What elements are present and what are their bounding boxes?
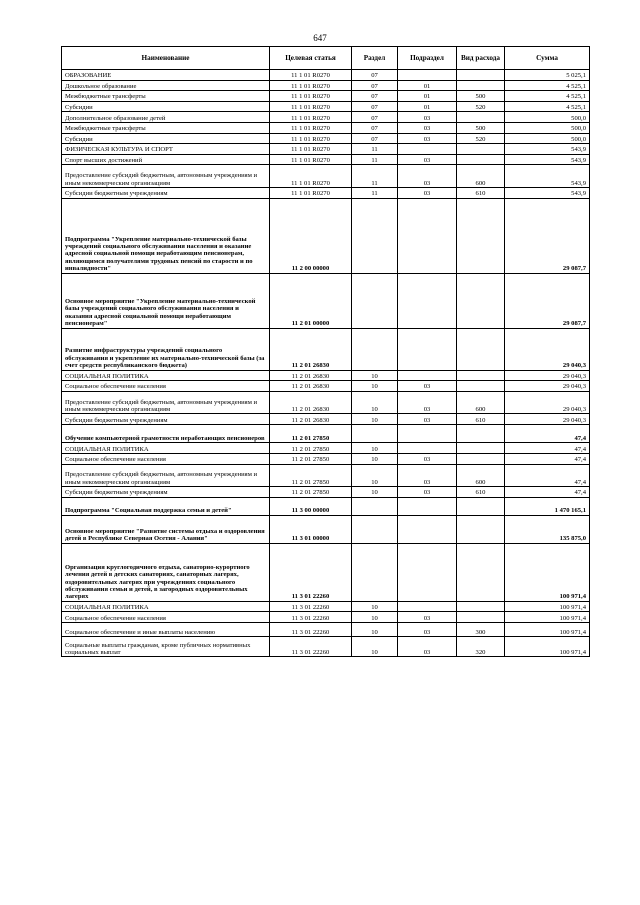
cell-amount: 135 875,0 <box>505 515 590 543</box>
cell-expense-type <box>457 154 505 165</box>
cell-amount: 29 040,3 <box>505 391 590 414</box>
cell-name: СОЦИАЛЬНАЯ ПОЛИТИКА <box>62 601 270 612</box>
cell-target: 11 1 01 R0270 <box>270 91 352 102</box>
header-name: Наименование <box>62 47 270 70</box>
table-row <box>62 637 590 657</box>
cell-expense-type: 500 <box>457 122 505 133</box>
cell-section <box>352 273 398 328</box>
cell-amount: 29 040,3 <box>505 370 590 381</box>
cell-amount: 29 087,7 <box>505 273 590 328</box>
cell-name: СОЦИАЛЬНАЯ ПОЛИТИКА <box>62 443 270 454</box>
cell-subsection: 01 <box>398 91 457 102</box>
table-row <box>62 187 590 198</box>
cell-section: 07 <box>352 122 398 133</box>
cell-target: 11 1 01 R0270 <box>270 133 352 144</box>
cell-amount: 500,0 <box>505 112 590 123</box>
cell-amount: 4 525,1 <box>505 91 590 102</box>
cell-section: 10 <box>352 381 398 392</box>
cell-section: 10 <box>352 612 398 623</box>
cell-target: 11 2 01 26830 <box>270 381 352 392</box>
table-row <box>62 70 590 81</box>
header-amount: Сумма <box>505 47 590 70</box>
cell-name: Межбюджетные трансферты <box>62 91 270 102</box>
table-header-row <box>62 47 590 70</box>
cell-expense-type: 300 <box>457 622 505 637</box>
cell-target: 11 1 01 R0270 <box>270 154 352 165</box>
header-section: Раздел <box>352 47 398 70</box>
cell-name: Дошкольное образование <box>62 80 270 91</box>
cell-target: 11 2 01 26830 <box>270 370 352 381</box>
cell-expense-type: 610 <box>457 487 505 498</box>
cell-subsection: 03 <box>398 122 457 133</box>
cell-amount: 29 087,7 <box>505 198 590 273</box>
cell-section <box>352 515 398 543</box>
cell-target: 11 2 01 27850 <box>270 443 352 454</box>
table-row <box>62 381 590 392</box>
table-row <box>62 543 590 601</box>
cell-expense-type <box>457 328 505 370</box>
cell-subsection <box>398 70 457 81</box>
cell-name: Субсидии бюджетным учреждениям <box>62 487 270 498</box>
cell-target: 11 2 01 27850 <box>270 454 352 465</box>
cell-name: Спорт высших достижений <box>62 154 270 165</box>
cell-amount: 500,0 <box>505 133 590 144</box>
cell-section <box>352 424 398 443</box>
cell-subsection: 03 <box>398 381 457 392</box>
cell-section: 11 <box>352 144 398 155</box>
header-expense-type: Вид расхода <box>457 47 505 70</box>
cell-target: 11 1 01 R0270 <box>270 144 352 155</box>
cell-amount: 543,9 <box>505 154 590 165</box>
cell-subsection <box>398 370 457 381</box>
cell-expense-type: 600 <box>457 391 505 414</box>
cell-name: Предоставление субсидий бюджетным, автономным учреждениям и иным некоммерческим организациям <box>62 391 270 414</box>
cell-subsection: 03 <box>398 454 457 465</box>
cell-expense-type: 610 <box>457 187 505 198</box>
cell-subsection: 03 <box>398 464 457 487</box>
table-row <box>62 165 590 188</box>
cell-expense-type <box>457 424 505 443</box>
budget-table <box>61 46 590 657</box>
cell-amount: 500,0 <box>505 122 590 133</box>
cell-expense-type <box>457 80 505 91</box>
table-row <box>62 101 590 112</box>
cell-section: 07 <box>352 91 398 102</box>
table-row <box>62 414 590 425</box>
cell-section <box>352 328 398 370</box>
cell-target: 11 1 01 R0270 <box>270 70 352 81</box>
table-row <box>62 122 590 133</box>
cell-subsection: 03 <box>398 391 457 414</box>
cell-subsection: 03 <box>398 622 457 637</box>
cell-subsection: 03 <box>398 637 457 657</box>
cell-section: 07 <box>352 112 398 123</box>
cell-expense-type <box>457 198 505 273</box>
cell-target: 11 3 00 00000 <box>270 497 352 515</box>
cell-name: Предоставление субсидий бюджетным, автономным учреждениям и иным некоммерческим организациям <box>62 464 270 487</box>
cell-expense-type: 500 <box>457 91 505 102</box>
table-row <box>62 487 590 498</box>
cell-expense-type: 610 <box>457 414 505 425</box>
table-row <box>62 424 590 443</box>
cell-amount: 47,4 <box>505 424 590 443</box>
cell-subsection: 03 <box>398 165 457 188</box>
cell-expense-type <box>457 112 505 123</box>
cell-subsection <box>398 497 457 515</box>
cell-amount: 47,4 <box>505 464 590 487</box>
cell-amount: 100 971,4 <box>505 637 590 657</box>
table-row <box>62 91 590 102</box>
table-row <box>62 144 590 155</box>
cell-section <box>352 198 398 273</box>
cell-subsection <box>398 443 457 454</box>
cell-target: 11 3 01 22260 <box>270 622 352 637</box>
cell-section: 07 <box>352 70 398 81</box>
table-row <box>62 612 590 623</box>
cell-target: 11 3 01 22260 <box>270 601 352 612</box>
cell-amount: 100 971,4 <box>505 612 590 623</box>
cell-target: 11 2 01 26830 <box>270 391 352 414</box>
cell-name: Обучение компьютерной грамотности неработающих пенсионеров <box>62 424 270 443</box>
cell-section: 11 <box>352 154 398 165</box>
cell-target: 11 2 01 27850 <box>270 424 352 443</box>
table-row <box>62 454 590 465</box>
cell-amount: 47,4 <box>505 487 590 498</box>
cell-amount: 100 971,4 <box>505 543 590 601</box>
cell-name: Субсидии <box>62 101 270 112</box>
cell-subsection: 03 <box>398 612 457 623</box>
cell-name: ОБРАЗОВАНИЕ <box>62 70 270 81</box>
cell-amount: 47,4 <box>505 454 590 465</box>
cell-amount: 4 525,1 <box>505 101 590 112</box>
cell-target: 11 2 01 27850 <box>270 487 352 498</box>
cell-name: Социальное обеспечение населения <box>62 381 270 392</box>
cell-section: 10 <box>352 391 398 414</box>
cell-target: 11 1 01 R0270 <box>270 101 352 112</box>
cell-name: Развитие инфраструктуры учреждений социального обслуживания и укрепление их материально-технической базы (за счет средств республиканского бюджета) <box>62 328 270 370</box>
cell-name: Субсидии <box>62 133 270 144</box>
cell-expense-type <box>457 601 505 612</box>
cell-target: 11 1 01 R0270 <box>270 165 352 188</box>
cell-subsection: 01 <box>398 80 457 91</box>
cell-subsection <box>398 601 457 612</box>
table-row <box>62 443 590 454</box>
cell-name: Подпрограмма "Укрепление материально-технической базы учреждений социального обслуживания населения и оказание адресной социальной помощи неработающим пенсионерам, являющимся получателями трудовых пенсий по старости и по инвалидности" <box>62 198 270 273</box>
table-row <box>62 515 590 543</box>
cell-name: Организация круглогодичного отдыха, санаторно-курортного лечения детей в детских санаториях, санаторных лагерях, оздоровительных лагерях при учреждениях социального обслуживания семьи и детей, в загородных оздоровительных лагерях <box>62 543 270 601</box>
cell-amount: 543,9 <box>505 165 590 188</box>
cell-name: Субсидии бюджетным учреждениям <box>62 187 270 198</box>
cell-section: 07 <box>352 101 398 112</box>
table-body <box>62 70 590 657</box>
cell-subsection <box>398 273 457 328</box>
table-row <box>62 391 590 414</box>
cell-subsection: 03 <box>398 133 457 144</box>
cell-subsection <box>398 515 457 543</box>
cell-name: Основное мероприятие "Развитие системы отдыха и оздоровления детей в Республике Северная Осетия - Алания" <box>62 515 270 543</box>
cell-name: Межбюджетные трансферты <box>62 122 270 133</box>
cell-expense-type: 600 <box>457 464 505 487</box>
cell-subsection: 03 <box>398 112 457 123</box>
cell-target: 11 3 01 22260 <box>270 543 352 601</box>
cell-target: 11 3 01 22260 <box>270 637 352 657</box>
cell-expense-type <box>457 370 505 381</box>
page-number: 647 <box>313 33 327 43</box>
table-row <box>62 273 590 328</box>
cell-target: 11 3 01 00000 <box>270 515 352 543</box>
cell-target: 11 2 00 00000 <box>270 198 352 273</box>
cell-name: Дополнительное образование детей <box>62 112 270 123</box>
cell-subsection: 03 <box>398 414 457 425</box>
cell-name: СОЦИАЛЬНАЯ ПОЛИТИКА <box>62 370 270 381</box>
cell-expense-type: 520 <box>457 133 505 144</box>
cell-amount: 29 040,3 <box>505 414 590 425</box>
cell-amount: 5 025,1 <box>505 70 590 81</box>
cell-section: 10 <box>352 370 398 381</box>
cell-section: 07 <box>352 80 398 91</box>
cell-expense-type <box>457 543 505 601</box>
cell-expense-type <box>457 612 505 623</box>
table-row <box>62 80 590 91</box>
cell-amount: 100 971,4 <box>505 622 590 637</box>
cell-target: 11 1 01 R0270 <box>270 122 352 133</box>
cell-expense-type <box>457 273 505 328</box>
cell-target: 11 1 01 R0270 <box>270 80 352 91</box>
cell-amount: 4 525,1 <box>505 80 590 91</box>
cell-expense-type: 600 <box>457 165 505 188</box>
cell-name: Субсидии бюджетным учреждениям <box>62 414 270 425</box>
cell-name: Социальное обеспечение населения <box>62 454 270 465</box>
cell-section: 10 <box>352 443 398 454</box>
cell-subsection: 03 <box>398 487 457 498</box>
cell-amount: 29 040,3 <box>505 328 590 370</box>
cell-expense-type <box>457 443 505 454</box>
table-row <box>62 497 590 515</box>
cell-subsection <box>398 543 457 601</box>
header-subsection: Подраздел <box>398 47 457 70</box>
cell-section: 10 <box>352 601 398 612</box>
cell-name: Основное мероприятие "Укрепление материально-технической базы учреждений социального обслуживания населения и оказания адресной социальной помощи неработающим пенсионерам" <box>62 273 270 328</box>
cell-name: Социальное обеспечение и иные выплаты населению <box>62 622 270 637</box>
cell-expense-type <box>457 454 505 465</box>
cell-expense-type: 320 <box>457 637 505 657</box>
cell-section <box>352 543 398 601</box>
table-row <box>62 133 590 144</box>
cell-section: 10 <box>352 454 398 465</box>
cell-subsection: 03 <box>398 187 457 198</box>
cell-section <box>352 497 398 515</box>
cell-name: Предоставление субсидий бюджетным, автономным учреждениям и иным некоммерческим организациям <box>62 165 270 188</box>
cell-name: Социальное обеспечение населения <box>62 612 270 623</box>
cell-amount: 47,4 <box>505 443 590 454</box>
cell-target: 11 2 01 00000 <box>270 273 352 328</box>
table-row <box>62 622 590 637</box>
cell-section: 10 <box>352 487 398 498</box>
cell-subsection <box>398 328 457 370</box>
cell-expense-type: 520 <box>457 101 505 112</box>
cell-section: 10 <box>352 464 398 487</box>
cell-name: ФИЗИЧЕСКАЯ КУЛЬТУРА И СПОРТ <box>62 144 270 155</box>
table-row <box>62 154 590 165</box>
cell-expense-type <box>457 515 505 543</box>
cell-subsection <box>398 198 457 273</box>
cell-target: 11 2 01 27850 <box>270 464 352 487</box>
table-row <box>62 370 590 381</box>
table-row <box>62 464 590 487</box>
cell-section: 10 <box>352 414 398 425</box>
cell-section: 10 <box>352 637 398 657</box>
cell-name: Социальные выплаты гражданам, кроме публичных нормативных социальных выплат <box>62 637 270 657</box>
cell-target: 11 1 01 R0270 <box>270 112 352 123</box>
cell-subsection <box>398 144 457 155</box>
cell-name: Подпрограмма "Социальная поддержка семьи и детей" <box>62 497 270 515</box>
cell-subsection: 03 <box>398 154 457 165</box>
cell-target: 11 2 01 26830 <box>270 328 352 370</box>
cell-target: 11 3 01 22260 <box>270 612 352 623</box>
cell-subsection <box>398 424 457 443</box>
cell-amount: 543,9 <box>505 144 590 155</box>
cell-section: 07 <box>352 133 398 144</box>
cell-expense-type <box>457 144 505 155</box>
cell-amount: 1 470 165,1 <box>505 497 590 515</box>
table-row <box>62 198 590 273</box>
cell-section: 11 <box>352 165 398 188</box>
cell-section: 11 <box>352 187 398 198</box>
cell-amount: 543,9 <box>505 187 590 198</box>
cell-section: 10 <box>352 622 398 637</box>
cell-amount: 100 971,4 <box>505 601 590 612</box>
cell-subsection: 01 <box>398 101 457 112</box>
header-target: Целевая статья <box>270 47 352 70</box>
cell-amount: 29 040,3 <box>505 381 590 392</box>
cell-expense-type <box>457 381 505 392</box>
table-row <box>62 328 590 370</box>
table-row <box>62 112 590 123</box>
cell-expense-type <box>457 497 505 515</box>
cell-expense-type <box>457 70 505 81</box>
cell-target: 11 2 01 26830 <box>270 414 352 425</box>
table-row <box>62 601 590 612</box>
cell-target: 11 1 01 R0270 <box>270 187 352 198</box>
